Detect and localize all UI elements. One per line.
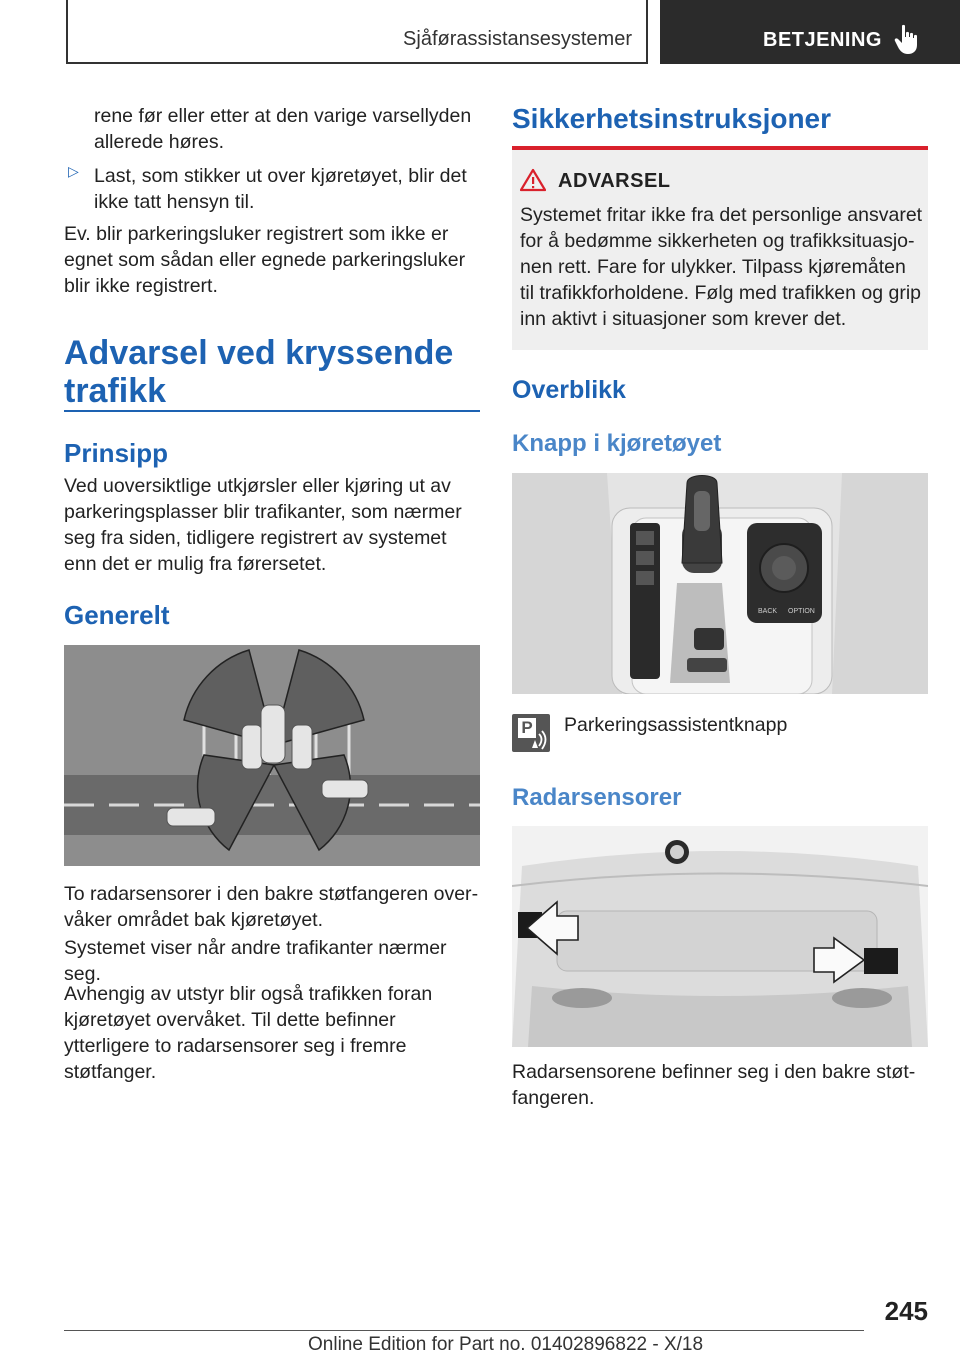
rear-bumper-drawing bbox=[512, 826, 928, 1047]
paragraph: Ev. blir parkeringsluker registrert som ikke er egnet som sådan eller egnede parkeringsluker blir ikke registrert. bbox=[64, 223, 466, 297]
continued-text: rene før eller etter at den varige varsellyden allerede høres. bbox=[94, 105, 472, 153]
safety-heading: Sikkerhetsinstruksjoner bbox=[512, 103, 832, 134]
button-heading: Knapp i kjøretøyet bbox=[512, 430, 722, 457]
footer-edition: Online Edition for Part no. 01402896822 - X/18 bbox=[308, 1334, 704, 1355]
button-label: Parkeringsassistentknapp bbox=[564, 714, 788, 736]
section-title: Sjåførassistansesystemer bbox=[403, 28, 632, 50]
center-console-drawing bbox=[512, 473, 928, 694]
park-letter-icon: P bbox=[518, 718, 536, 738]
header-chapter-box bbox=[660, 0, 960, 64]
rear-bumper-image bbox=[512, 826, 928, 1047]
general-text-1: To radarsensorer i den bakre støtfangeren overvåker området bak kjøretøyet. bbox=[64, 883, 479, 931]
hand-pointer-icon bbox=[894, 24, 920, 56]
radar-text: Radarsensorene befinner seg i den bakre støtfangeren. bbox=[512, 1061, 916, 1109]
warning-box bbox=[512, 146, 928, 350]
overview-heading: Overblikk bbox=[512, 376, 626, 404]
header-section-box bbox=[66, 0, 648, 64]
page-number: 245 bbox=[884, 1296, 928, 1326]
sensor-waves-icon bbox=[530, 730, 548, 750]
footer-rule bbox=[64, 1330, 864, 1331]
cross-traffic-illustration bbox=[64, 645, 480, 866]
section-heading: Advarsel ved kryssende trafikk bbox=[64, 334, 454, 410]
bullet-item bbox=[64, 163, 480, 215]
principle-text: Ved uoversiktlige utkjørsler eller kjøring ut av parkeringsplasser blir trafikanter, som nærmer seg fra siden, tidligere registrert av systemet enn det er mulig fra førersetet. bbox=[64, 475, 462, 575]
console-option-label: OPTION bbox=[788, 608, 815, 615]
general-text-2: Systemet viser når andre trafikanter nærmer seg. bbox=[64, 937, 447, 985]
cross-traffic-diagram bbox=[64, 645, 480, 866]
park-assist-button-icon bbox=[512, 714, 550, 752]
general-text-3: Avhengig av utstyr blir også trafikken foran kjøretøyet overvåket. Til dette befinner ytterligere to radarsensorer seg i fremre støtfanger. bbox=[64, 983, 433, 1083]
page-header bbox=[0, 0, 960, 66]
radar-heading: Radarsensorer bbox=[512, 784, 682, 811]
warning-title: ADVARSEL bbox=[558, 170, 671, 192]
subheading-principle: Prinsipp bbox=[64, 438, 169, 468]
warning-triangle-icon bbox=[520, 168, 546, 192]
triangle-bullet-icon: ▷ bbox=[68, 163, 79, 179]
center-console-image bbox=[512, 473, 928, 694]
warning-text: Systemet fritar ikke fra det personlige ansvaret for å bedømme sikkerheten og trafikksituasjonen rett. Fare for ulykker. Tilpass kjøremåten til trafikkforholdene. Følg med trafikken og grip inn aktivt i situasjoner som krever det. bbox=[520, 204, 923, 330]
subheading-general: Generelt bbox=[64, 600, 170, 630]
chapter-title: BETJENING bbox=[763, 29, 882, 51]
console-back-label: BACK bbox=[758, 608, 778, 615]
heading-rule bbox=[64, 410, 480, 412]
bullet-text: Last, som stikker ut over kjøretøyet, blir det ikke tatt hensyn til. bbox=[94, 165, 467, 213]
